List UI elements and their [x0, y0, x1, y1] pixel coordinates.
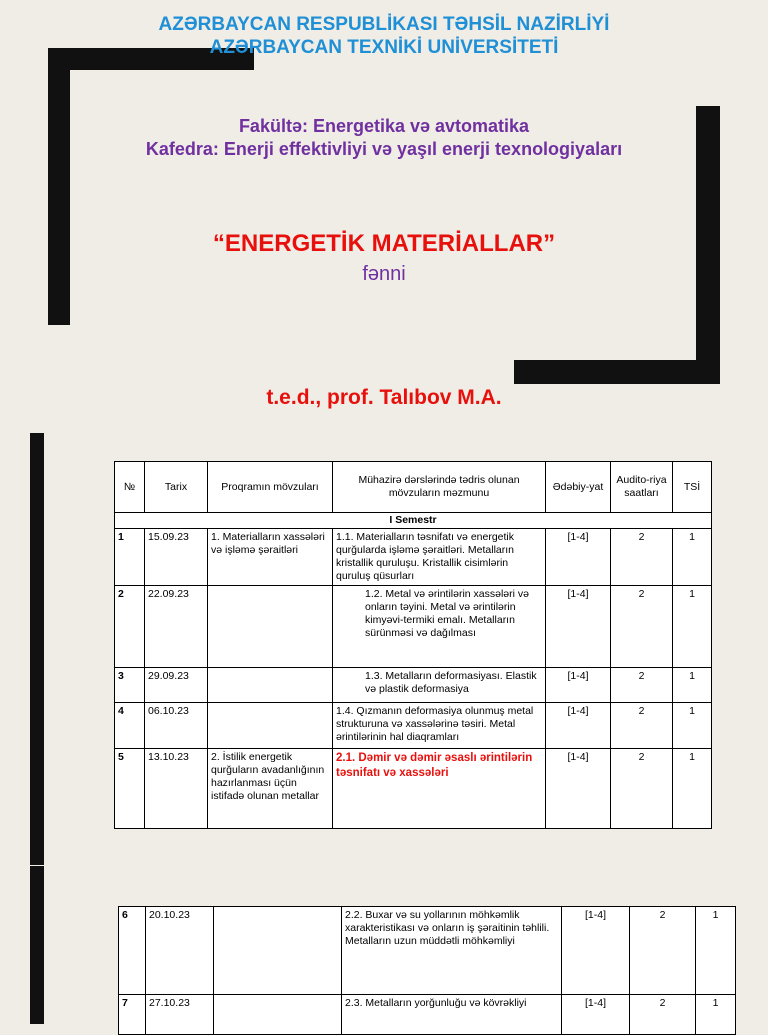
row-no: 2 [115, 586, 145, 668]
row-literature: [1-4] [562, 995, 630, 1035]
row-tsi: 1 [673, 668, 712, 703]
row-topic [214, 995, 342, 1035]
col-header-topic: Proqramın mövzuları [208, 462, 333, 513]
table-header-row [115, 462, 712, 513]
table-row [115, 529, 712, 586]
row-no: 7 [119, 995, 146, 1035]
table-row [115, 668, 712, 703]
row-tsi: 1 [673, 586, 712, 668]
table-row [119, 995, 736, 1035]
subject-title: “ENERGETİK MATERİALLAR” [212, 230, 556, 257]
row-hours: 2 [630, 995, 696, 1035]
row-hours: 2 [611, 749, 673, 829]
table-row [115, 703, 712, 749]
row-tsi: 1 [673, 749, 712, 829]
left-edge-bar-lower [30, 866, 44, 1024]
row-content: 1.1. Materialların təsnifatı və energetik qurğularda işləmə şəraitləri. Metalların kristallik quruluşu. Kristallik cisimlərin quruluş qüsurları [333, 529, 546, 586]
left-edge-bar [30, 433, 44, 865]
semester-label: I Semestr [115, 513, 712, 529]
row-tsi: 1 [696, 907, 736, 995]
row-date: 27.10.23 [146, 995, 214, 1035]
col-header-no: № [115, 462, 145, 513]
row-date: 22.09.23 [145, 586, 208, 668]
row-content-highlight: 2.1. Dəmir və dəmir əsaslı ərintilərin təsnifatı və xassələri [333, 749, 546, 829]
row-date: 29.09.23 [145, 668, 208, 703]
row-content: 1.2. Metal və ərintilərin xassələri və onların təyini. Metal və ərintilərin kimyəvi-termiki emalı. Metalların sürünməsi və dağılması [333, 586, 546, 668]
faculty-label: Fakültə: Energetika və avtomatika [238, 116, 530, 136]
row-hours: 2 [630, 907, 696, 995]
row-topic: 2. İstilik energetik qurğuların avadanlığının hazırlanması üçün istifadə olunan metallar [208, 749, 333, 829]
frame-bar-right-horizontal [514, 360, 720, 384]
row-date: 15.09.23 [145, 529, 208, 586]
row-no: 6 [119, 907, 146, 995]
row-topic [214, 907, 342, 995]
row-no: 4 [115, 703, 145, 749]
row-hours: 2 [611, 529, 673, 586]
row-hours: 2 [611, 586, 673, 668]
row-no: 3 [115, 668, 145, 703]
row-topic [208, 668, 333, 703]
row-literature: [1-4] [562, 907, 630, 995]
row-no: 1 [115, 529, 145, 586]
subject-suffix: fənni [362, 263, 406, 285]
row-literature: [1-4] [546, 586, 611, 668]
ministry-title: AZƏRBAYCAN RESPUBLİKASI TƏHSİL NAZİRLİYİ [158, 14, 610, 35]
table-row [115, 586, 712, 668]
syllabus-table [114, 461, 712, 829]
row-tsi: 1 [696, 995, 736, 1035]
row-date: 06.10.23 [145, 703, 208, 749]
col-header-date: Tarix [145, 462, 208, 513]
row-content: 1.3. Metalların deformasiyası. Elastik və plastik deformasiya [333, 668, 546, 703]
row-topic [208, 586, 333, 668]
table-row [119, 907, 736, 995]
row-hours: 2 [611, 668, 673, 703]
row-content: 2.2. Buxar və su yollarının möhkəmlik xarakteristikası və onların iş şəraitinin təhlili. Metalların uzun müddətli möhkəmliyi [342, 907, 562, 995]
syllabus-table-continued [118, 906, 736, 1035]
col-header-hours: Audito-riya saatları [611, 462, 673, 513]
row-literature: [1-4] [546, 529, 611, 586]
row-content: 2.3. Metalların yorğunluğu və kövrəkliyi [342, 995, 562, 1035]
col-header-content: Mühazirə dərslərində tədris olunan mövzuların məzmunu [333, 462, 546, 513]
university-title: AZƏRBAYCAN TEXNİKİ UNİVERSİTETİ [209, 37, 559, 58]
department-label: Kafedra: Enerji effektivliyi və yaşıl enerji texnologiyaları [145, 139, 623, 159]
row-literature: [1-4] [546, 668, 611, 703]
semester-row [115, 513, 712, 529]
row-no: 5 [115, 749, 145, 829]
col-header-tsi: TSİ [673, 462, 712, 513]
row-tsi: 1 [673, 529, 712, 586]
row-tsi: 1 [673, 703, 712, 749]
row-literature: [1-4] [546, 749, 611, 829]
row-topic: 1. Materialların xassələri və işləmə şəraitləri [208, 529, 333, 586]
col-header-literature: Ədəbiy-yat [546, 462, 611, 513]
row-hours: 2 [611, 703, 673, 749]
table-row [115, 749, 712, 829]
row-date: 20.10.23 [146, 907, 214, 995]
row-literature: [1-4] [546, 703, 611, 749]
row-content: 1.4. Qızmanın deformasiya olunmuş metal strukturuna və xassələrinə təsiri. Metal ərintilərinin hal diaqramları [333, 703, 546, 749]
row-date: 13.10.23 [145, 749, 208, 829]
row-topic [208, 703, 333, 749]
author-name: t.e.d., prof. Talıbov M.A. [266, 386, 502, 409]
